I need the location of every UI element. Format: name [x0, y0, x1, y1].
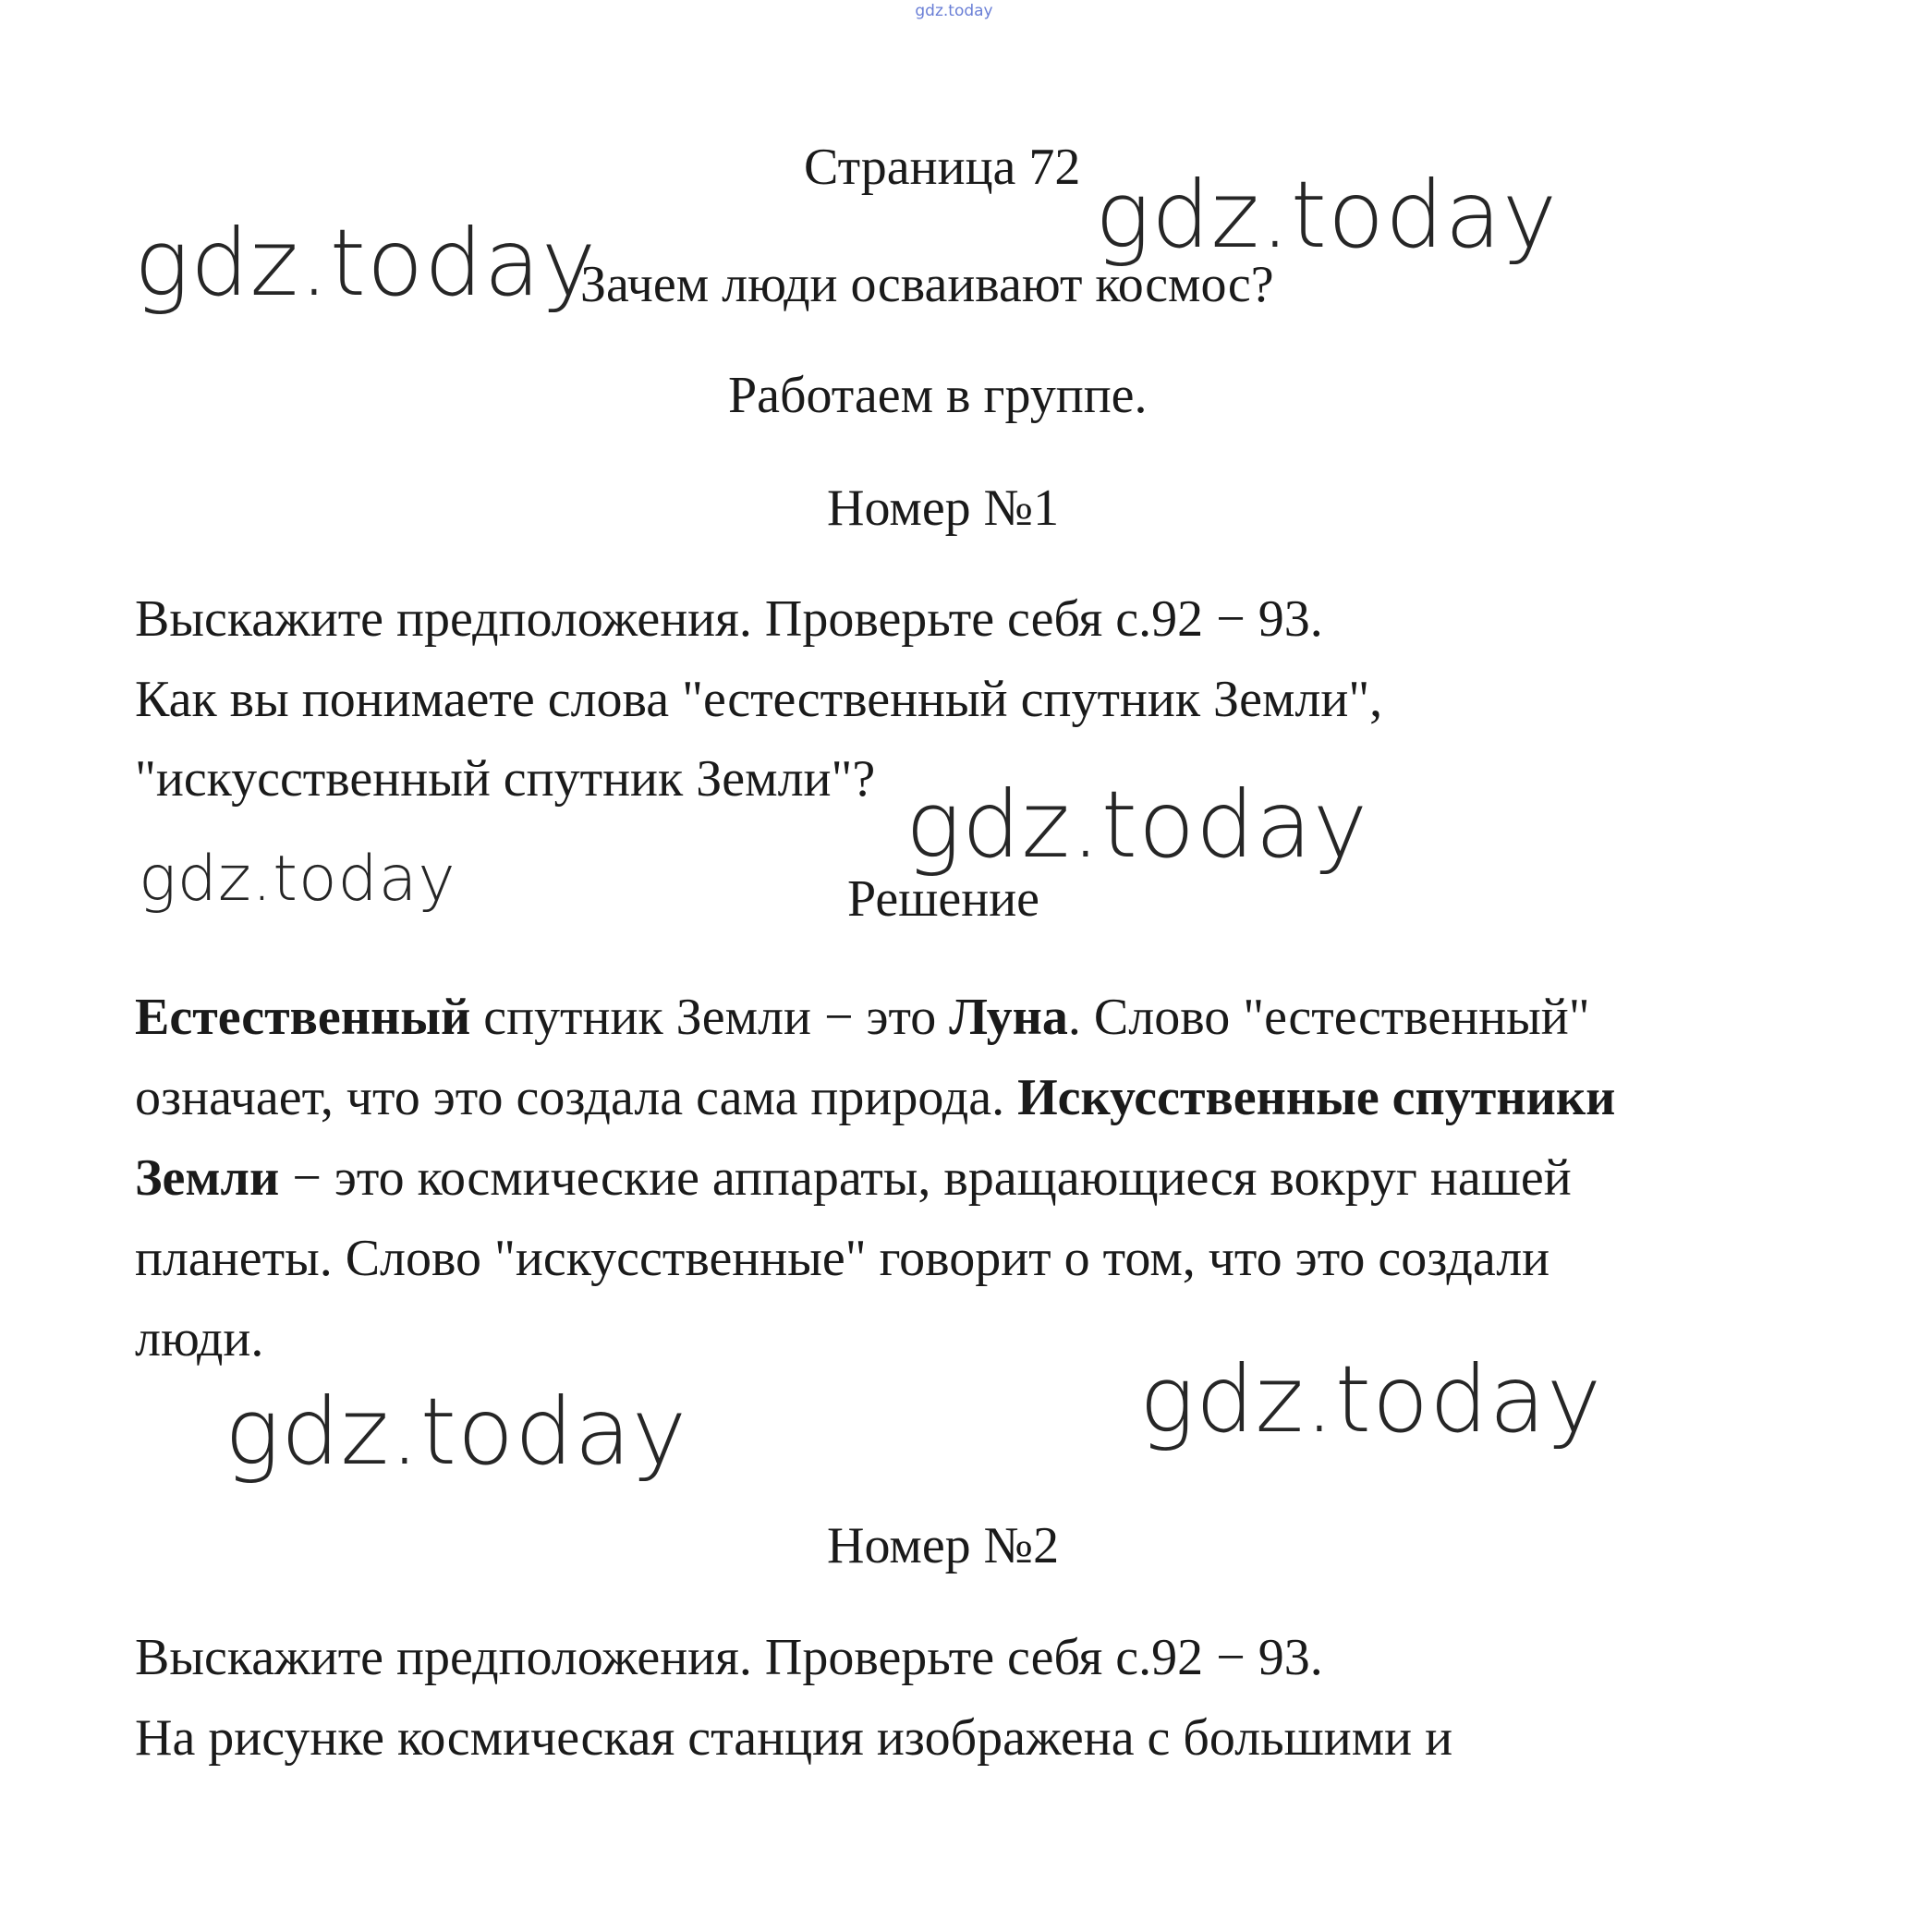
- solution-text: . Слово "естественный": [1067, 989, 1590, 1046]
- group-heading: Работаем в группе.: [728, 367, 1148, 424]
- solution-paragraph: [135, 978, 1615, 1379]
- bold-term-moon: Луна: [949, 989, 1068, 1046]
- solution-line-4: [135, 1219, 1615, 1299]
- solution-line-1: [135, 978, 1615, 1058]
- solution-line-3: [135, 1138, 1615, 1219]
- watermark-5: gdz.today: [1139, 1345, 1603, 1453]
- task2-heading: Номер №2: [827, 1517, 1060, 1574]
- bold-term-earth: Земли: [135, 1149, 280, 1207]
- task1-heading: Номер №1: [827, 480, 1060, 537]
- solution-text: означает, что это создала сама природа.: [135, 1069, 1018, 1126]
- solution-line-5: [135, 1299, 1615, 1379]
- page-heading: Страница 72: [804, 139, 1081, 196]
- solution-text: планеты. Слово "искусственные" говорит о том, что это создали: [135, 1230, 1550, 1287]
- bold-term-natural: Естественный: [135, 989, 471, 1046]
- watermark-2: gdz.today: [134, 209, 598, 317]
- top-watermark: gdz.today: [915, 2, 993, 20]
- task2-line-2: На рисунке космическая станция изображена с большими и: [135, 1709, 1453, 1767]
- watermark-1: gdz.today: [1095, 161, 1559, 269]
- watermark-3: gdz.today: [905, 771, 1369, 879]
- watermark-4: gdz.today: [139, 843, 456, 916]
- solution-heading: Решение: [847, 870, 1040, 928]
- solution-text: люди.: [135, 1310, 264, 1367]
- watermark-6: gdz.today: [225, 1378, 688, 1486]
- bold-term-artificial-satellites: Искусственные спутники: [1017, 1069, 1616, 1126]
- task1-line-1: Выскажите предположения. Проверьте себя с.92 − 93.: [135, 590, 1323, 648]
- topic-title: Зачем люди осваивают космос?: [580, 256, 1274, 313]
- solution-line-2: [135, 1058, 1615, 1138]
- task1-line-3: "искусственный спутник Земли"?: [135, 750, 876, 808]
- solution-text: спутник Земли − это: [470, 989, 950, 1046]
- task2-line-1: Выскажите предположения. Проверьте себя с.92 − 93.: [135, 1629, 1323, 1686]
- task1-line-2: Как вы понимаете слова "естественный спутник Земли",: [135, 671, 1383, 728]
- solution-text: − это космические аппараты, вращающиеся вокруг нашей: [279, 1149, 1572, 1207]
